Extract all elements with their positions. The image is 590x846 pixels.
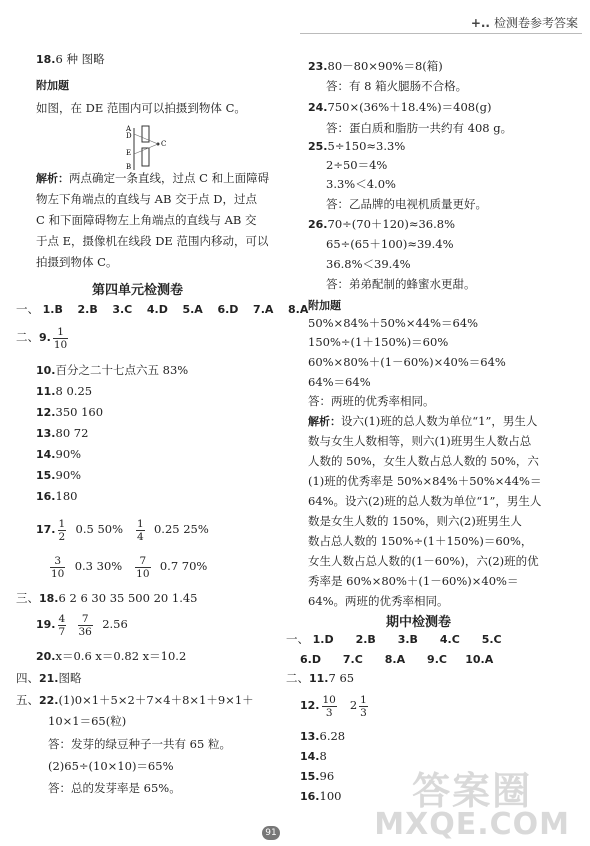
- analysis-line-right: 64%。设六(2)班的总人数为单位“1”，男生人: [308, 494, 542, 508]
- midterm-answer-11: 二、11.7 65: [286, 671, 355, 685]
- answer-14: 14.90%: [36, 447, 82, 461]
- analysis-line-right: 人数的 50%，女生人数占总人数的 50%，六: [308, 454, 539, 468]
- figure-answer: 如图，在 DE 范围内可以拍摄到物体 C。: [36, 101, 246, 115]
- header-title: 检测卷参考答案: [493, 16, 578, 30]
- extra-line: 64%＝64%: [308, 375, 371, 389]
- analysis-line: C 和下面障碍物左上角端点的直线与 AB 交: [36, 213, 257, 227]
- analysis-line-right: 数与女生人数相等，则六(1)班男生人数占总: [308, 434, 532, 448]
- extra-line: 60%×80%＋(1－60%)×40%＝64%: [308, 355, 506, 369]
- midterm-choice-row1: 一、 1.D 2.B 3.B 4.C 5.C: [286, 632, 502, 646]
- answer-26: 26.70÷(70＋120)≈36.8%: [308, 217, 455, 231]
- answer-20: 20.x＝0.6 x＝0.82 x＝10.2: [36, 649, 187, 663]
- answer-22-line1: 五、22.(1)0×1＋5×2＋7×4＋8×1＋9×1＋: [16, 693, 254, 707]
- midterm-answer-13: 13.6.28: [300, 729, 346, 743]
- page-header: [471, 14, 578, 31]
- label-a: A: [126, 125, 132, 133]
- answer-22-line5: 答：总的发芽率是 65%。: [48, 781, 181, 795]
- analysis-line-right: 数占总人数的 150%÷(1＋150%)＝60%，: [308, 534, 533, 548]
- section-title-midterm: 期中检测卷: [386, 615, 452, 630]
- label-e: E: [126, 149, 132, 157]
- answer-22-line3: 答：发芽的绿豆种子一共有 65 粒。: [48, 737, 231, 751]
- header-decoration: +..: [470, 16, 490, 30]
- analysis-line: 物左下角端点的直线与 AB 交于点 D，过点: [36, 192, 257, 206]
- analysis-line-right: 数是女生人数的 150%，则六(2)班男生人: [308, 514, 522, 528]
- header-rule: [300, 33, 582, 34]
- answer-23-reply: 答：有 8 箱火腿肠不合格。: [326, 79, 468, 93]
- answer-21: 四、21.图略: [16, 671, 82, 685]
- answer-25-line3: 3.3%＜4.0%: [326, 177, 396, 191]
- answer-24: 24.750×(36%＋18.4%)＝408(g): [308, 100, 492, 114]
- answer-22-line4: (2)65÷(10×10)＝65%: [48, 759, 174, 773]
- answer-22-line2: 10×1＝65(粒): [48, 714, 127, 728]
- analysis-line-right: 秀率是 60%×80%＋(1－60%)×40%＝: [308, 574, 519, 588]
- answer-26-line2: 65÷(65＋100)≈39.4%: [326, 237, 454, 251]
- answer-12: 12.350 160: [36, 405, 104, 419]
- analysis-line: 拍摄到物体 C。: [36, 255, 118, 269]
- answer-25-reply: 答：乙品牌的电视机质量更好。: [326, 197, 487, 211]
- answer-26-line3: 36.8%＜39.4%: [326, 257, 411, 271]
- analysis-line: 于点 E，摄像机在线段 DE 范围内移动，可以: [36, 234, 269, 248]
- extra-question-title: 附加题: [36, 79, 69, 92]
- answer-23: 23.80－80×90%＝8(箱): [308, 59, 443, 73]
- answer-16: 16.180: [36, 489, 78, 503]
- midterm-answer-15: 15.96: [300, 769, 335, 783]
- answer-19: 19. $\frac{4}{7}$ $\frac{7}{36}$ 2.56: [36, 612, 128, 638]
- answer-13: 13.80 72: [36, 426, 89, 440]
- answer-24-reply: 答：蛋白质和脂肪一共约有 408 g。: [326, 121, 513, 135]
- answer-26-reply: 答：弟弟配制的蜂蜜水更甜。: [326, 277, 476, 291]
- answer-10: 10.百分之二十七点六五 83%: [36, 363, 189, 377]
- analysis-line-right: 女生人数占总人数的(1－60%)，六(2)班的优: [308, 554, 539, 568]
- extra-line: 150%÷(1＋150%)＝60%: [308, 335, 449, 349]
- extra-line: 50%×84%＋50%×44%＝64%: [308, 316, 479, 330]
- answer-11: 11.8 0.25: [36, 384, 93, 398]
- answer-17-row2: $\frac{3}{10}$ 0.3 30% $\frac{7}{10}$ 0.7 70%: [51, 554, 208, 580]
- midterm-choice-row2: 6.D 7.C 8.A 9.C 10.A: [300, 653, 494, 666]
- section-title-unit4: 第四单元检测卷: [92, 283, 184, 298]
- extra-reply: 答：两班的优秀率相同。: [308, 394, 435, 408]
- answer-18: 18.6 种 图略: [36, 52, 105, 66]
- answer-25: 25.5÷150≈3.3%: [308, 139, 406, 153]
- extra-question-title-right: 附加题: [308, 299, 341, 312]
- label-d: D: [126, 132, 132, 140]
- label-b: B: [126, 163, 132, 171]
- midterm-answer-12: 12. $\frac{10}{3}$ 2 $\frac{1}{3}$: [300, 693, 367, 719]
- midterm-answer-14: 14.8: [300, 749, 327, 763]
- answer-15: 15.90%: [36, 468, 82, 482]
- analysis-line-right: 解析：设六(1)班的总人数为单位“1”，男生人: [308, 414, 538, 428]
- answer-9: 二、9. $\frac{1}{10}$: [16, 325, 68, 351]
- analysis-line-right: (1)班的优秀率是 50%×84%＋50%×44%＝: [308, 474, 542, 488]
- answer-18-calc: 三、18.6 2 6 30 35 500 20 1.45: [16, 591, 198, 605]
- midterm-answer-16: 16.100: [300, 789, 342, 803]
- analysis-line: 解析：两点确定一条直线，过点 C 和上面障碍: [36, 171, 270, 185]
- page-number: 91: [262, 826, 280, 840]
- camera-diagram: [122, 124, 182, 174]
- answer-25-line2: 2÷50＝4%: [326, 158, 388, 172]
- analysis-line-right: 64%。两班的优秀率相同。: [308, 594, 449, 608]
- unit4-choice-row: 一、 1.B 2.B 3.C 4.D 5.A 6.D 7.A 8.A: [16, 302, 309, 316]
- answer-17-row1: 17. $\frac{1}{2}$ 0.5 50% $\frac{1}{4}$ 0.25 25%: [36, 517, 209, 543]
- site-watermark: 答案圈 MXQE.COM: [374, 769, 570, 842]
- label-c: C: [161, 140, 167, 148]
